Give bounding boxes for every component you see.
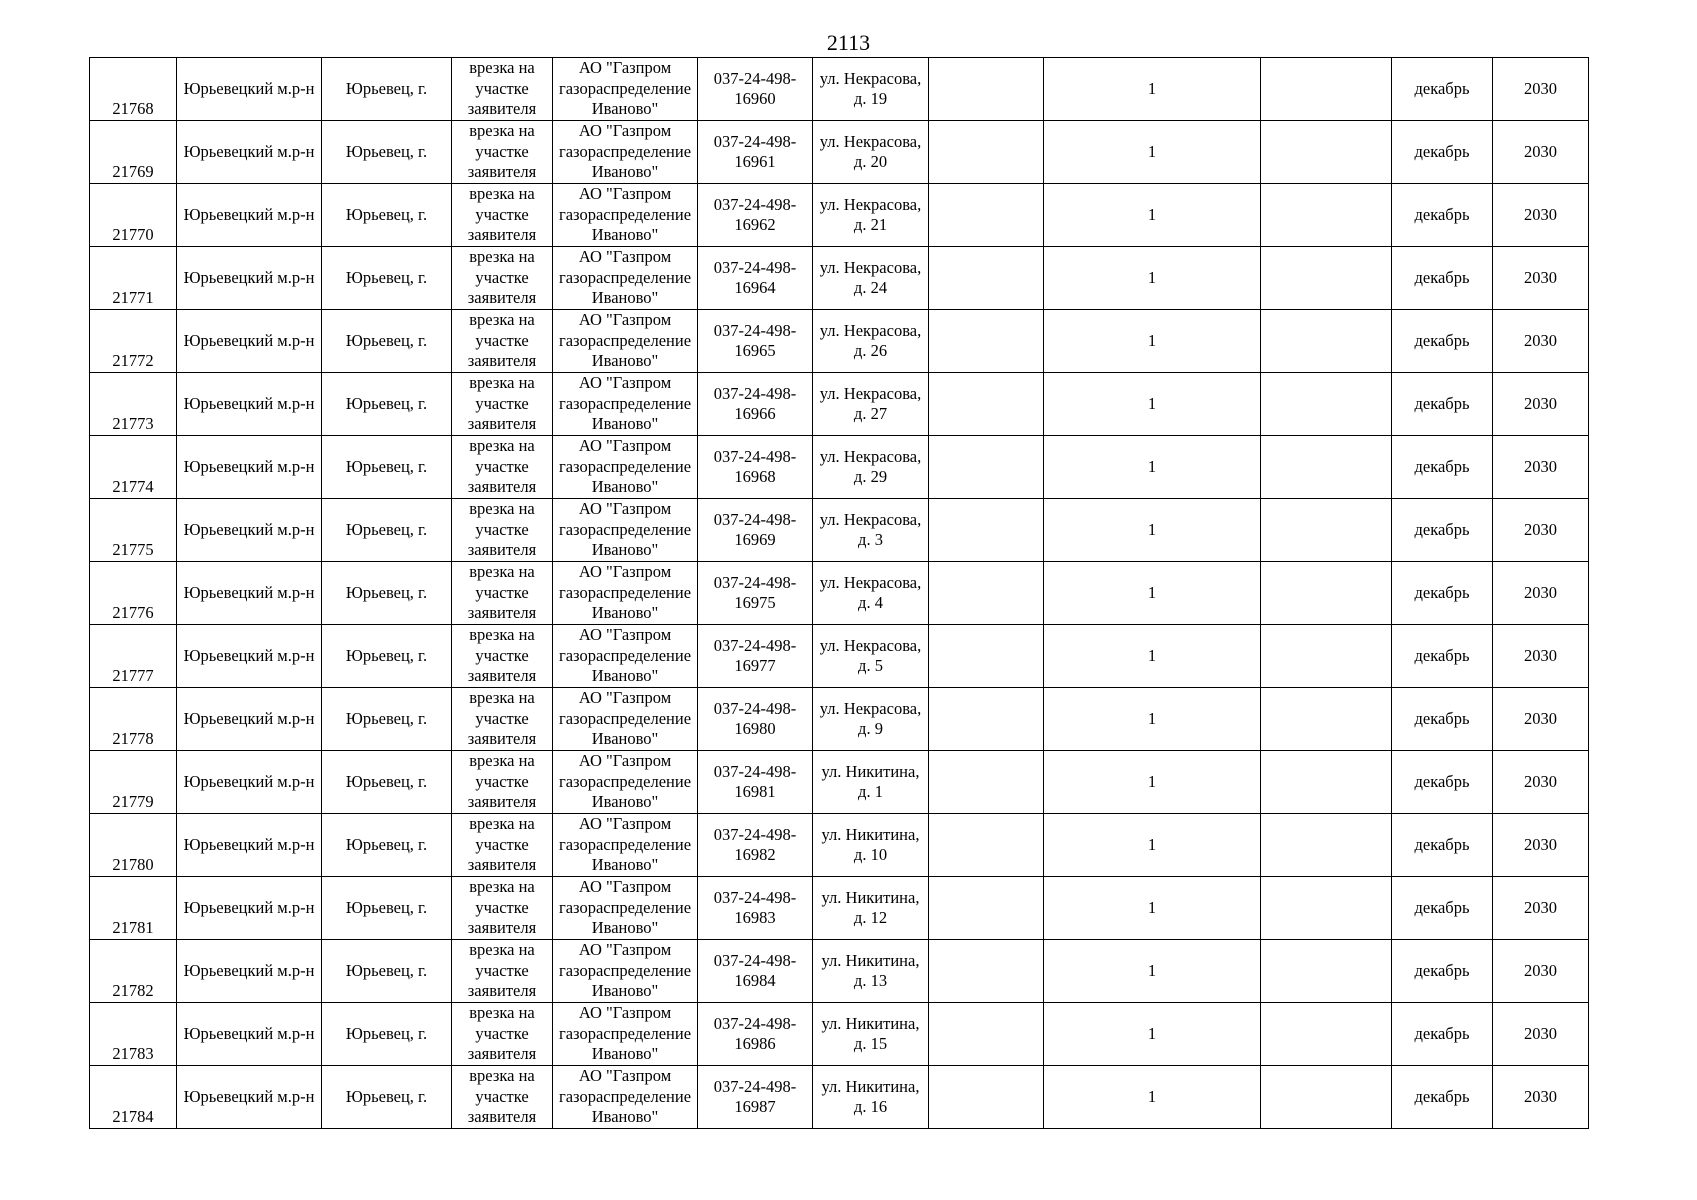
cell-object-code: 037-24-498-16981 bbox=[698, 751, 813, 814]
cell-record-number: 21771 bbox=[90, 247, 177, 310]
cell-connection-type: врезка на участке заявителя bbox=[452, 499, 553, 562]
page-number: 2113 bbox=[826, 30, 871, 55]
cell-district: Юрьевецкий м.р-н bbox=[177, 310, 322, 373]
cell-year: 2030 bbox=[1493, 121, 1589, 184]
cell-month: декабрь bbox=[1392, 121, 1493, 184]
cell-record-number: 21776 bbox=[90, 562, 177, 625]
cell-quantity: 1 bbox=[1044, 688, 1261, 751]
cell-year: 2030 bbox=[1493, 877, 1589, 940]
cell-month: декабрь bbox=[1392, 814, 1493, 877]
cell-object-code: 037-24-498-16986 bbox=[698, 1003, 813, 1066]
cell-record-number: 21783 bbox=[90, 1003, 177, 1066]
cell-year: 2030 bbox=[1493, 814, 1589, 877]
cell-district: Юрьевецкий м.р-н bbox=[177, 373, 322, 436]
cell-month: декабрь bbox=[1392, 247, 1493, 310]
cell-empty bbox=[1261, 121, 1392, 184]
cell-month: декабрь bbox=[1392, 184, 1493, 247]
table-row bbox=[90, 436, 1589, 499]
cell-quantity: 1 bbox=[1044, 247, 1261, 310]
cell-address: ул. Никитина, д. 10 bbox=[813, 814, 929, 877]
cell-connection-type: врезка на участке заявителя bbox=[452, 625, 553, 688]
cell-city: Юрьевец, г. bbox=[322, 499, 452, 562]
cell-city: Юрьевец, г. bbox=[322, 310, 452, 373]
cell-object-code: 037-24-498-16960 bbox=[698, 58, 813, 121]
cell-connection-type: врезка на участке заявителя bbox=[452, 751, 553, 814]
cell-record-number: 21773 bbox=[90, 373, 177, 436]
cell-object-code: 037-24-498-16987 bbox=[698, 1066, 813, 1129]
cell-month: декабрь bbox=[1392, 688, 1493, 751]
cell-district: Юрьевецкий м.р-н bbox=[177, 625, 322, 688]
cell-empty bbox=[1261, 436, 1392, 499]
table-row bbox=[90, 373, 1589, 436]
cell-empty bbox=[1261, 940, 1392, 1003]
cell-empty bbox=[1261, 1003, 1392, 1066]
cell-quantity: 1 bbox=[1044, 58, 1261, 121]
cell-district: Юрьевецкий м.р-н bbox=[177, 58, 322, 121]
cell-record-number: 21772 bbox=[90, 310, 177, 373]
cell-address: ул. Никитина, д. 16 bbox=[813, 1066, 929, 1129]
cell-connection-type: врезка на участке заявителя bbox=[452, 940, 553, 1003]
cell-address: ул. Никитина, д. 13 bbox=[813, 940, 929, 1003]
cell-district: Юрьевецкий м.р-н bbox=[177, 184, 322, 247]
cell-year: 2030 bbox=[1493, 625, 1589, 688]
cell-empty bbox=[1261, 688, 1392, 751]
cell-quantity: 1 bbox=[1044, 751, 1261, 814]
cell-year: 2030 bbox=[1493, 751, 1589, 814]
cell-month: декабрь bbox=[1392, 436, 1493, 499]
cell-address: ул. Некрасова, д. 9 bbox=[813, 688, 929, 751]
cell-address: ул. Никитина, д. 12 bbox=[813, 877, 929, 940]
cell-empty bbox=[1261, 373, 1392, 436]
cell-record-number: 21781 bbox=[90, 877, 177, 940]
cell-year: 2030 bbox=[1493, 436, 1589, 499]
cell-connection-type: врезка на участке заявителя bbox=[452, 814, 553, 877]
cell-organization: АО "Газпром газораспределение Иваново" bbox=[553, 877, 698, 940]
cell-record-number: 21784 bbox=[90, 1066, 177, 1129]
cell-connection-type: врезка на участке заявителя bbox=[452, 1066, 553, 1129]
cell-year: 2030 bbox=[1493, 373, 1589, 436]
cell-empty bbox=[929, 310, 1044, 373]
table-row bbox=[90, 1003, 1589, 1066]
cell-year: 2030 bbox=[1493, 247, 1589, 310]
cell-object-code: 037-24-498-16964 bbox=[698, 247, 813, 310]
cell-organization: АО "Газпром газораспределение Иваново" bbox=[553, 247, 698, 310]
table-row bbox=[90, 1066, 1589, 1129]
cell-organization: АО "Газпром газораспределение Иваново" bbox=[553, 940, 698, 1003]
cell-record-number: 21780 bbox=[90, 814, 177, 877]
cell-object-code: 037-24-498-16982 bbox=[698, 814, 813, 877]
cell-connection-type: врезка на участке заявителя bbox=[452, 121, 553, 184]
cell-record-number: 21770 bbox=[90, 184, 177, 247]
cell-year: 2030 bbox=[1493, 940, 1589, 1003]
cell-record-number: 21775 bbox=[90, 499, 177, 562]
cell-quantity: 1 bbox=[1044, 499, 1261, 562]
cell-connection-type: врезка на участке заявителя bbox=[452, 247, 553, 310]
cell-empty bbox=[929, 940, 1044, 1003]
cell-object-code: 037-24-498-16968 bbox=[698, 436, 813, 499]
cell-address: ул. Некрасова, д. 5 bbox=[813, 625, 929, 688]
table-row bbox=[90, 499, 1589, 562]
cell-city: Юрьевец, г. bbox=[322, 814, 452, 877]
cell-record-number: 21779 bbox=[90, 751, 177, 814]
cell-organization: АО "Газпром газораспределение Иваново" bbox=[553, 373, 698, 436]
cell-empty bbox=[929, 373, 1044, 436]
cell-year: 2030 bbox=[1493, 499, 1589, 562]
cell-empty bbox=[1261, 625, 1392, 688]
cell-city: Юрьевец, г. bbox=[322, 562, 452, 625]
cell-district: Юрьевецкий м.р-н bbox=[177, 751, 322, 814]
cell-empty bbox=[929, 436, 1044, 499]
cell-connection-type: врезка на участке заявителя bbox=[452, 58, 553, 121]
cell-organization: АО "Газпром газораспределение Иваново" bbox=[553, 625, 698, 688]
cell-quantity: 1 bbox=[1044, 1066, 1261, 1129]
cell-object-code: 037-24-498-16965 bbox=[698, 310, 813, 373]
cell-quantity: 1 bbox=[1044, 310, 1261, 373]
cell-month: декабрь bbox=[1392, 58, 1493, 121]
table-row bbox=[90, 58, 1589, 121]
cell-organization: АО "Газпром газораспределение Иваново" bbox=[553, 310, 698, 373]
cell-quantity: 1 bbox=[1044, 436, 1261, 499]
cell-district: Юрьевецкий м.р-н bbox=[177, 940, 322, 1003]
cell-connection-type: врезка на участке заявителя bbox=[452, 1003, 553, 1066]
cell-empty bbox=[929, 58, 1044, 121]
cell-address: ул. Некрасова, д. 19 bbox=[813, 58, 929, 121]
cell-empty bbox=[929, 688, 1044, 751]
cell-quantity: 1 bbox=[1044, 1003, 1261, 1066]
table-row bbox=[90, 562, 1589, 625]
cell-city: Юрьевец, г. bbox=[322, 247, 452, 310]
cell-empty bbox=[929, 499, 1044, 562]
cell-quantity: 1 bbox=[1044, 940, 1261, 1003]
cell-empty bbox=[929, 1066, 1044, 1129]
cell-city: Юрьевец, г. bbox=[322, 58, 452, 121]
cell-month: декабрь bbox=[1392, 1003, 1493, 1066]
cell-year: 2030 bbox=[1493, 688, 1589, 751]
cell-empty bbox=[929, 625, 1044, 688]
cell-object-code: 037-24-498-16975 bbox=[698, 562, 813, 625]
cell-address: ул. Некрасова, д. 26 bbox=[813, 310, 929, 373]
cell-empty bbox=[929, 751, 1044, 814]
cell-month: декабрь bbox=[1392, 373, 1493, 436]
cell-empty bbox=[1261, 184, 1392, 247]
cell-quantity: 1 bbox=[1044, 625, 1261, 688]
cell-organization: АО "Газпром газораспределение Иваново" bbox=[553, 121, 698, 184]
cell-city: Юрьевец, г. bbox=[322, 184, 452, 247]
cell-city: Юрьевец, г. bbox=[322, 436, 452, 499]
cell-address: ул. Некрасова, д. 29 bbox=[813, 436, 929, 499]
cell-city: Юрьевец, г. bbox=[322, 940, 452, 1003]
cell-record-number: 21782 bbox=[90, 940, 177, 1003]
cell-address: ул. Некрасова, д. 27 bbox=[813, 373, 929, 436]
cell-object-code: 037-24-498-16966 bbox=[698, 373, 813, 436]
cell-organization: АО "Газпром газораспределение Иваново" bbox=[553, 562, 698, 625]
cell-record-number: 21778 bbox=[90, 688, 177, 751]
cell-address: ул. Некрасова, д. 21 bbox=[813, 184, 929, 247]
cell-connection-type: врезка на участке заявителя bbox=[452, 310, 553, 373]
cell-city: Юрьевец, г. bbox=[322, 751, 452, 814]
cell-organization: АО "Газпром газораспределение Иваново" bbox=[553, 436, 698, 499]
cell-organization: АО "Газпром газораспределение Иваново" bbox=[553, 499, 698, 562]
cell-object-code: 037-24-498-16980 bbox=[698, 688, 813, 751]
table-body bbox=[90, 58, 1589, 1129]
table-row bbox=[90, 121, 1589, 184]
cell-quantity: 1 bbox=[1044, 373, 1261, 436]
table-row bbox=[90, 877, 1589, 940]
cell-district: Юрьевецкий м.р-н bbox=[177, 562, 322, 625]
cell-record-number: 21769 bbox=[90, 121, 177, 184]
cell-empty bbox=[929, 247, 1044, 310]
gas-connection-table bbox=[89, 57, 1589, 1129]
cell-organization: АО "Газпром газораспределение Иваново" bbox=[553, 184, 698, 247]
cell-month: декабрь bbox=[1392, 1066, 1493, 1129]
cell-quantity: 1 bbox=[1044, 814, 1261, 877]
cell-address: ул. Некрасова, д. 3 bbox=[813, 499, 929, 562]
table-row bbox=[90, 184, 1589, 247]
cell-city: Юрьевец, г. bbox=[322, 121, 452, 184]
cell-month: декабрь bbox=[1392, 310, 1493, 373]
table-row bbox=[90, 247, 1589, 310]
cell-quantity: 1 bbox=[1044, 562, 1261, 625]
table-row bbox=[90, 940, 1589, 1003]
table-row bbox=[90, 625, 1589, 688]
cell-district: Юрьевецкий м.р-н bbox=[177, 688, 322, 751]
cell-district: Юрьевецкий м.р-н bbox=[177, 247, 322, 310]
table-row bbox=[90, 688, 1589, 751]
cell-connection-type: врезка на участке заявителя bbox=[452, 184, 553, 247]
cell-city: Юрьевец, г. bbox=[322, 373, 452, 436]
cell-year: 2030 bbox=[1493, 562, 1589, 625]
cell-object-code: 037-24-498-16961 bbox=[698, 121, 813, 184]
cell-city: Юрьевец, г. bbox=[322, 877, 452, 940]
cell-empty bbox=[1261, 877, 1392, 940]
cell-object-code: 037-24-498-16962 bbox=[698, 184, 813, 247]
cell-address: ул. Никитина, д. 1 bbox=[813, 751, 929, 814]
cell-month: декабрь bbox=[1392, 751, 1493, 814]
cell-city: Юрьевец, г. bbox=[322, 688, 452, 751]
cell-empty bbox=[1261, 499, 1392, 562]
cell-organization: АО "Газпром газораспределение Иваново" bbox=[553, 814, 698, 877]
cell-year: 2030 bbox=[1493, 184, 1589, 247]
cell-empty bbox=[1261, 310, 1392, 373]
cell-empty bbox=[1261, 247, 1392, 310]
cell-year: 2030 bbox=[1493, 310, 1589, 373]
cell-district: Юрьевецкий м.р-н bbox=[177, 1066, 322, 1129]
cell-city: Юрьевец, г. bbox=[322, 1003, 452, 1066]
cell-quantity: 1 bbox=[1044, 121, 1261, 184]
cell-connection-type: врезка на участке заявителя bbox=[452, 373, 553, 436]
cell-organization: АО "Газпром газораспределение Иваново" bbox=[553, 688, 698, 751]
cell-empty bbox=[1261, 814, 1392, 877]
cell-address: ул. Некрасова, д. 20 bbox=[813, 121, 929, 184]
cell-city: Юрьевец, г. bbox=[322, 625, 452, 688]
cell-connection-type: врезка на участке заявителя bbox=[452, 877, 553, 940]
cell-empty bbox=[929, 184, 1044, 247]
table-row bbox=[90, 310, 1589, 373]
cell-district: Юрьевецкий м.р-н bbox=[177, 499, 322, 562]
cell-organization: АО "Газпром газораспределение Иваново" bbox=[553, 1003, 698, 1066]
cell-empty bbox=[929, 814, 1044, 877]
cell-empty bbox=[1261, 751, 1392, 814]
cell-connection-type: врезка на участке заявителя bbox=[452, 436, 553, 499]
cell-district: Юрьевецкий м.р-н bbox=[177, 877, 322, 940]
cell-empty bbox=[929, 121, 1044, 184]
cell-year: 2030 bbox=[1493, 58, 1589, 121]
cell-year: 2030 bbox=[1493, 1003, 1589, 1066]
cell-record-number: 21774 bbox=[90, 436, 177, 499]
cell-empty bbox=[929, 562, 1044, 625]
cell-object-code: 037-24-498-16977 bbox=[698, 625, 813, 688]
cell-connection-type: врезка на участке заявителя bbox=[452, 562, 553, 625]
cell-city: Юрьевец, г. bbox=[322, 1066, 452, 1129]
cell-month: декабрь bbox=[1392, 562, 1493, 625]
cell-district: Юрьевецкий м.р-н bbox=[177, 121, 322, 184]
cell-record-number: 21768 bbox=[90, 58, 177, 121]
cell-address: ул. Некрасова, д. 24 bbox=[813, 247, 929, 310]
cell-record-number: 21777 bbox=[90, 625, 177, 688]
cell-object-code: 037-24-498-16984 bbox=[698, 940, 813, 1003]
cell-object-code: 037-24-498-16969 bbox=[698, 499, 813, 562]
cell-quantity: 1 bbox=[1044, 877, 1261, 940]
cell-district: Юрьевецкий м.р-н bbox=[177, 436, 322, 499]
cell-object-code: 037-24-498-16983 bbox=[698, 877, 813, 940]
table-row bbox=[90, 751, 1589, 814]
cell-organization: АО "Газпром газораспределение Иваново" bbox=[553, 751, 698, 814]
cell-year: 2030 bbox=[1493, 1066, 1589, 1129]
cell-empty bbox=[929, 1003, 1044, 1066]
cell-address: ул. Некрасова, д. 4 bbox=[813, 562, 929, 625]
cell-district: Юрьевецкий м.р-н bbox=[177, 1003, 322, 1066]
cell-month: декабрь bbox=[1392, 940, 1493, 1003]
cell-quantity: 1 bbox=[1044, 184, 1261, 247]
cell-empty bbox=[1261, 58, 1392, 121]
cell-address: ул. Никитина, д. 15 bbox=[813, 1003, 929, 1066]
cell-organization: АО "Газпром газораспределение Иваново" bbox=[553, 1066, 698, 1129]
cell-month: декабрь bbox=[1392, 499, 1493, 562]
cell-district: Юрьевецкий м.р-н bbox=[177, 814, 322, 877]
cell-month: декабрь bbox=[1392, 877, 1493, 940]
cell-connection-type: врезка на участке заявителя bbox=[452, 688, 553, 751]
cell-month: декабрь bbox=[1392, 625, 1493, 688]
cell-empty bbox=[1261, 562, 1392, 625]
cell-organization: АО "Газпром газораспределение Иваново" bbox=[553, 58, 698, 121]
cell-empty bbox=[1261, 1066, 1392, 1129]
cell-empty bbox=[929, 877, 1044, 940]
table-row bbox=[90, 814, 1589, 877]
